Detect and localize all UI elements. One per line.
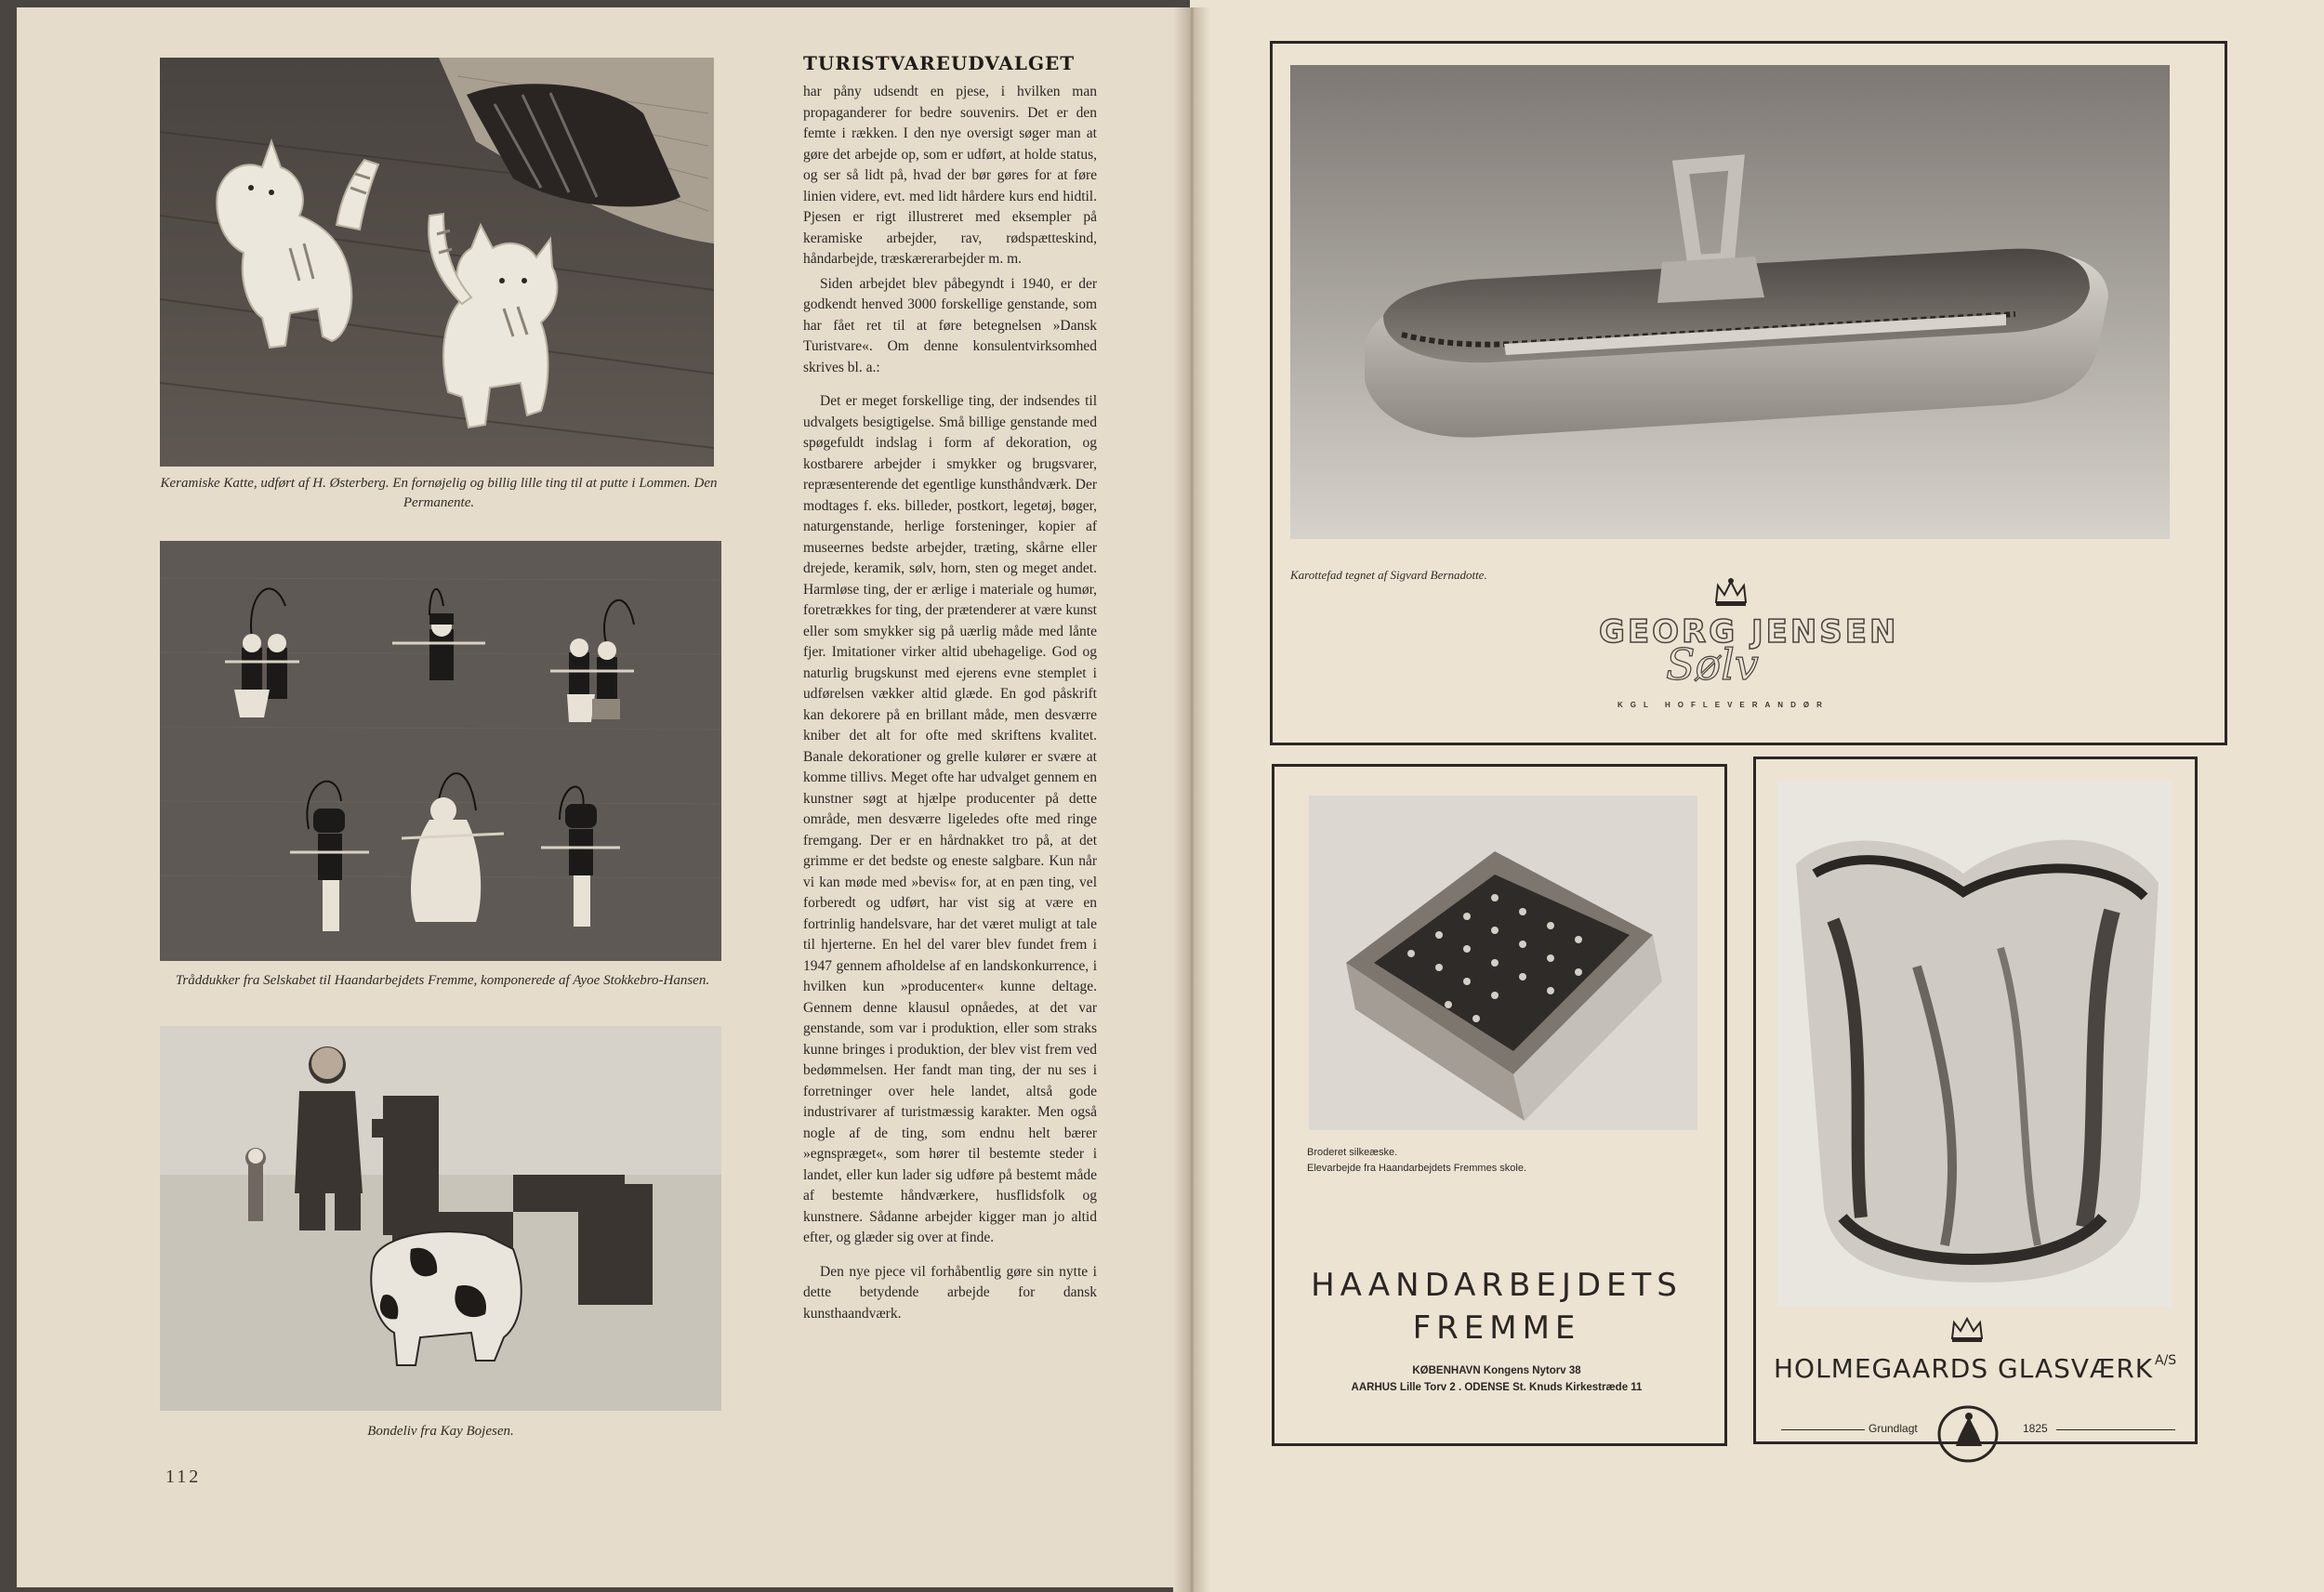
page-gutter [1173,7,1210,1592]
holmegaard-rule-right [2056,1429,2175,1430]
brand-georg-jensen: GEORG JENSEN [1599,613,1899,651]
holmegaard-suffix: A/S [2155,1353,2177,1368]
article-paragraph-4: Den nye pjece vil forhåbentlig gøre sin nytte i dette betydende arbejde for dansk kunsthaandværk. [803,1263,1097,1322]
holmegaard-founded-label: Grundlagt [1868,1422,1918,1435]
brand-solv-script: Sølv [1666,639,1759,690]
photo-silkeaeske [1309,796,1697,1130]
holmegaard-rule-left [1781,1429,1865,1430]
photo-wire-dolls [160,541,721,961]
article-paragraph-1: har påny udsendt en pjese, i hvilken man propaganderer for bedre souvenirs. Det er den femte i rækken. I den nye oversigt søger man at gøre det arbejde op, som er udført, at holde status, og ser så lidt på, hvad der bør gøres for at føre linien videre, evt. med lidt hårdere kurs end hidtil. Pjesen er rigt illustreret med eksempler på keramiske arbejder, rav, rødspætteskind, håndarbejde, træskærerarbejder m. m. [803,84,1097,267]
holmegaard-emblem [1937,1405,1999,1463]
holmegaard-founded-year: 1825 [2023,1422,2048,1435]
caption-wire-dolls: Tråddukker fra Selskabet til Haandarbejdets Fremme, komponerede af Ayoe Stokkebro-Hansen. [175,973,710,988]
article-title: TURISTVAREUDVALGET [803,52,1076,74]
crown-icon [1948,1314,1986,1344]
brand-subline: KGL HOFLEVERANDØR [1618,701,1829,709]
photo-ceramic-cats [160,58,714,467]
page-number: 112 [165,1467,202,1487]
caption-silkeaeske-line2: Elevarbejde fra Haandarbejdets Fremmes skole. [1307,1163,1527,1174]
caption-bondeliv: Bondeliv fra Kay Bojesen. [367,1424,514,1439]
haandarbejdets-name-line2: FREMME [1412,1309,1581,1347]
holmegaard-name: HOLMEGAARDS GLASVÆRK [1774,1353,2154,1384]
haandarbejdets-address-line2: AARHUS Lille Torv 2 . ODENSE St. Knuds Kirkestræde 11 [1351,1382,1643,1393]
photo-karottefad [1290,65,2170,539]
caption-ceramic-cats: Keramiske Katte, udført af H. Østerberg. En fornøjelig og billig lille ting til at putte i Lommen. Den Permanente. [160,476,718,510]
photo-glass-vase [1777,781,2172,1307]
caption-silkeaeske-line1: Broderet silkeæske. [1307,1147,1398,1158]
crown-icon [1712,576,1750,608]
article-paragraph-2: Siden arbejdet blev påbegyndt i 1940, er der godkendt henved 3000 forskellige genstande, som har fået ret til at føre betegnelsen »Dansk Turistvare«. Om denne konsulentvirksomhed skrives bl. a.: [803,275,1097,375]
haandarbejdets-address-line1: KØBENHAVN Kongens Nytorv 38 [1412,1365,1581,1376]
article-paragraph-3: Det er meget forskellige ting, der indsendes til udvalgets besigtigelse. Små billige genstande med spøgefuldt indslag i form af dekoration, og kostbarere arbejder i smykker og brugsvarer, repræsenterende det egentlige kunsthåndværk. Der modtages f. eks. billeder, postkort, legetøj, bøger, naturgenstande, herlige forsteninger, kopier af museernes bedste arbejder, træting, skårne eller drejede, keramik, sølv, horn, sten og meget andet. Harmløse ting, der er ærlige i materiale og humør, foretrækkes for ting, der prætenderer at være kunst eller som smykker sig på uærlig måde med lånte fjer. Imitationer virker altid ubehagelige. God og naturlig brugskunst med ejerens evne stemplet i udførelsen vækker altid glæde. En god påskrift kan dekorere på en brillant måde, men desværre kniber det alt for ofte med skriftens kvalitet. Banale dekorationer og grelle kulører er svære at komme tillivs. Meget ofte har udvalget gennem en kunstner søgt at hjælpe producenter på dette område, men desværre ligeledes ofte med ringe fremgang. Der er en hårdnakket tro på, at det grimme er det bedste og eneste salgbare. Kun når vi kan møde med »bevis« for, at en pæn ting, vel forberedt og udført, har vist sig at være en fortrinlig handelsvare, har det været muligt at tale til hjerterne. En hel del varer blev fundet frem i 1947 gennem afholdelse af en landskonkurrence, i hvilken kun »producenter« kunne deltage. Gennem denne klausul opnåedes, at det var genstande, som var i produktion, eller som straks kunne bringes i produktion, der blev vist frem ved bedømmelsen. Her fandt man ting, der nu ses i forretninger over hele landet, altså gode industrivarer af turistmæssig karakter. Men også nogle af de ting, som endnu helt bærer »egnspræget«, som hører til bestemte steder i landet, eller kun lader sig udføre på bestemt måde af bestemte håndværkere, husflidsfolk og kunstnere. Sådanne arbejder kigger man jo altid efter, og glæder sig over at finde. [803,393,1097,1245]
article-turistvareudvalget [803,52,1097,1337]
caption-karottefad: Karottefad tegnet af Sigvard Bernadotte. [1290,568,1487,582]
haandarbejdets-name-line1: HAANDARBEJDETS [1311,1267,1683,1304]
photo-bondeliv [160,1026,721,1411]
